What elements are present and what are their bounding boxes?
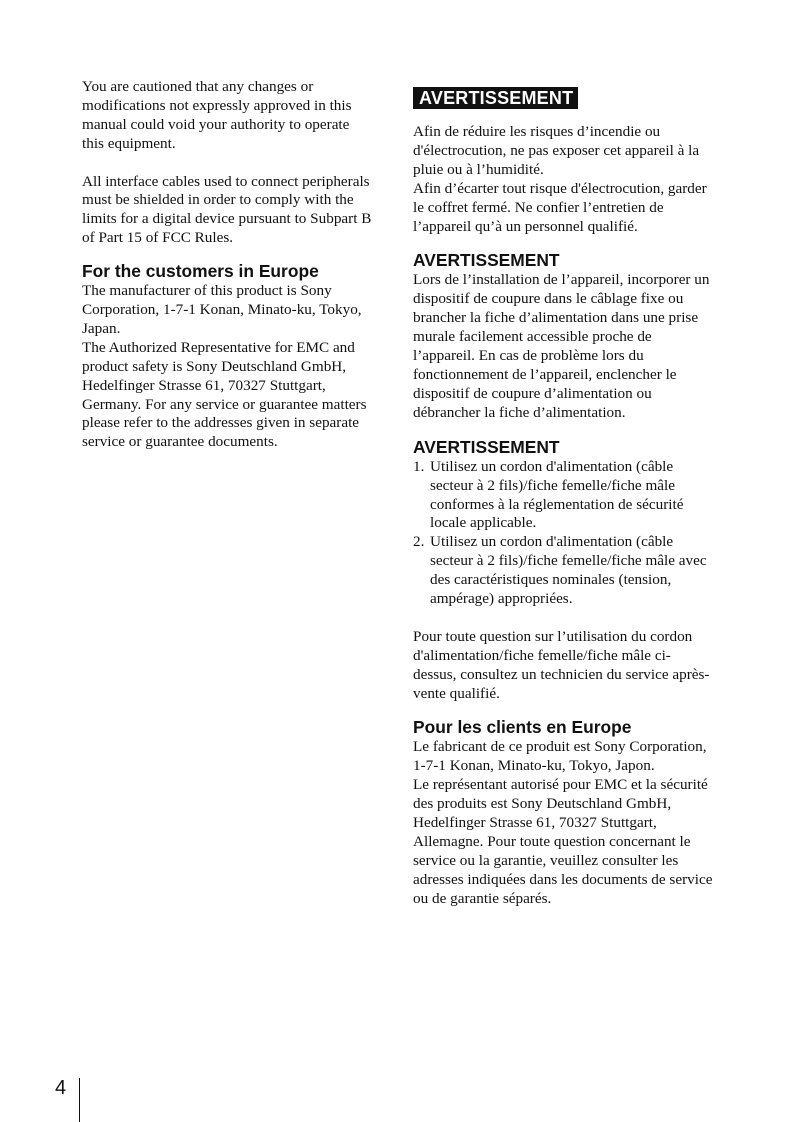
- cord-question-paragraph: Pour toute question sur l’utilisation du cordon d'alimentation/fiche femelle/fiche mâle ci-dessus, consultez un technicien du service après-vente qualifié.: [413, 627, 710, 702]
- fabricant-paragraph: Le fabricant de ce produit est Sony Corporation, 1-7-1 Konan, Minato-ku, Tokyo, Japon.: [413, 738, 707, 775]
- europe-customers-heading: For the customers in Europe: [82, 261, 319, 282]
- right-column: [413, 87, 713, 909]
- list-item: [413, 533, 713, 609]
- list-item-text: Utilisez un cordon d'alimentation (câble secteur à 2 fils)/fiche femelle/fiche mâle avec des caractéristiques nominales (tension, ampérage) appropriées.: [430, 533, 707, 608]
- power-cord-list: [413, 458, 713, 609]
- avertissement-heading-cord: AVERTISSEMENT: [413, 436, 560, 457]
- list-item-number: 1.: [413, 457, 425, 475]
- list-item-number: 2.: [413, 533, 425, 551]
- manufacturer-paragraph: The manufacturer of this product is Sony Corporation, 1-7-1 Konan, Minato-ku, Tokyo, Japan.: [82, 282, 362, 337]
- fire-risk-paragraph: Afin de réduire les risques d’incendie ou d'électrocution, ne pas exposer cet appareil à la pluie ou à l’humidité.: [413, 123, 700, 178]
- europe-clients-heading: Pour les clients en Europe: [413, 717, 632, 738]
- list-item-text: Utilisez un cordon d'alimentation (câble secteur à 2 fils)/fiche femelle/fiche mâle conformes à la réglementation de sécurité locale applicable.: [430, 457, 684, 532]
- interface-cables-paragraph: All interface cables used to connect peripherals must be shielded in order to comply with the limits for a digital device pursuant to Subpart B of Part 15 of FCC Rules.: [82, 172, 372, 247]
- representant-paragraph: Le représentant autorisé pour EMC et la sécurité des produits est Sony Deutschland GmbH, Hedelfinger Strasse 61, 70327 Stuttgart, Allemagne. Pour toute question concernant le service ou la garantie, veuillez consulter les adresses indiquées dans les documents de service ou de garantie séparés.: [413, 776, 713, 907]
- fcc-caution-paragraph: You are cautioned that any changes or modifications not expressly approved in this manual could void your authority to operate this equipment.: [82, 78, 352, 152]
- installation-paragraph: Lors de l’installation de l’appareil, incorporer un dispositif de coupure dans le câblage fixe ou brancher la fiche d’alimentation dans une prise murale facilement accessible proche de l’appareil. En cas de problème lors du fonctionnement de l’appareil, enclencher le dispositif de coupure d’alimentation ou débrancher la fiche d’alimentation.: [413, 271, 710, 421]
- left-column: [82, 78, 374, 452]
- avertissement-banner: AVERTISSEMENT: [413, 87, 578, 109]
- authorized-representative-paragraph: The Authorized Representative for EMC and product safety is Sony Deutschland GmbH, Hedelfinger Strasse 61, 70327 Stuttgart, Germany. For any service or guarantee matters please refer to the addresses given in separate service or guarantee documents.: [82, 338, 367, 451]
- page-number: 4: [55, 1077, 67, 1099]
- list-item: [413, 458, 713, 534]
- avertissement-heading-installation: AVERTISSEMENT: [413, 250, 560, 271]
- page-number-divider: [79, 1078, 80, 1122]
- cabinet-paragraph: Afin d’écarter tout risque d'électrocution, garder le coffret fermé. Ne confier l’entretien de l’appareil qu’à un personnel qualifié.: [413, 179, 707, 235]
